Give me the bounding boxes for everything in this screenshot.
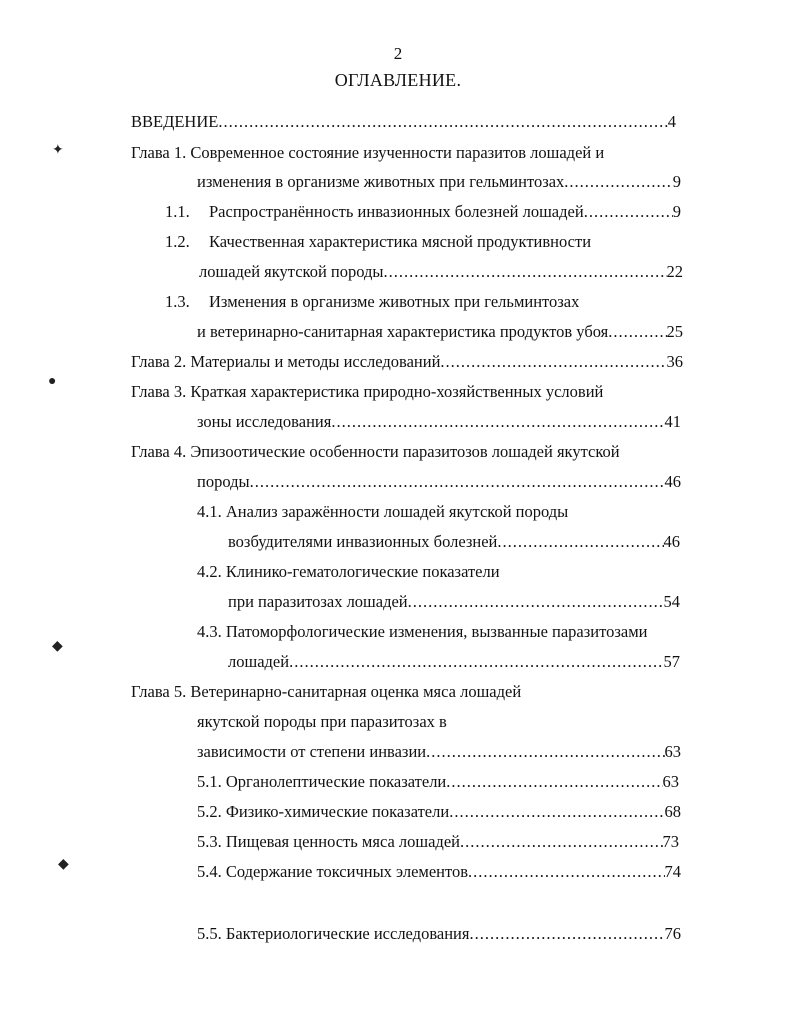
toc-entry-chapter-1-cont: изменения в организме животных при гельминтозах ..... 9	[197, 171, 681, 193]
page-title: ОГЛАВЛЕНИЕ.	[334, 70, 462, 90]
scan-speck: ✦	[52, 143, 64, 158]
toc-entry-4-1: 4.1. Анализ заражённости лошадей якутской породы	[197, 502, 569, 521]
scan-speck: ●	[48, 374, 57, 389]
scan-speck: ◆	[58, 857, 69, 872]
toc-entry-5-2: 5.2. Физико-химические показатели ..... 68	[197, 801, 681, 823]
toc-entry-1-3-cont: и ветеринарно-санитарная характеристика продуктов убоя ..... 25	[197, 321, 683, 343]
toc-entry-1-2: 1.2. Качественная характеристика мясной продуктивности	[165, 232, 592, 251]
toc-entry-5-3: 5.3. Пищевая ценность мяса лошадей ..... 73	[197, 831, 679, 853]
toc-entry-chapter-4-cont: породы ..... 46	[197, 471, 681, 493]
page-number: 2	[393, 44, 403, 63]
toc-entry-5-4: 5.4. Содержание токсичных элементов ..... 74	[197, 861, 681, 883]
toc-entry-chapter-1: Глава 1. Современное состояние изученности паразитов лошадей и	[131, 143, 605, 162]
toc-entry-chapter-5-cont-1: якутской породы при паразитозах в	[197, 712, 447, 731]
toc-entry-introduction: ВВЕДЕНИЕ ..... 4	[131, 111, 676, 133]
toc-entry-chapter-2: Глава 2. Материалы и методы исследований ..... 36	[131, 351, 683, 373]
toc-entry-chapter-4: Глава 4. Эпизоотические особенности паразитозов лошадей якутской	[131, 442, 620, 461]
scan-speck: ◆	[52, 639, 63, 654]
toc-entry-4-1-cont: возбудителями инвазионных болезней ..... 46	[228, 531, 680, 553]
toc-entry-4-3: 4.3. Патоморфологические изменения, вызванные паразитозами	[197, 622, 648, 641]
toc-entry-chapter-3-cont: зоны исследования ..... 41	[197, 411, 681, 433]
toc-entry-1-2-cont: лошадей якутской породы ..... 22	[199, 261, 683, 283]
toc-entry-1-3: 1.3. Изменения в организме животных при гельминтозах	[165, 292, 580, 311]
toc-entry-5-5: 5.5. Бактериологические исследования ..... 76	[197, 923, 681, 945]
toc-entry-chapter-5: Глава 5. Ветеринарно-санитарная оценка мяса лошадей	[131, 682, 522, 701]
toc-entry-chapter-3: Глава 3. Краткая характеристика природно-хозяйственных условий	[131, 382, 604, 401]
toc-entry-5-1: 5.1. Органолептические показатели ..... 63	[197, 771, 679, 793]
toc-entry-4-3-cont: лошадей ..... 57	[228, 651, 680, 673]
toc-entry-4-2: 4.2. Клинико-гематологические показатели	[197, 562, 500, 581]
toc-entry-chapter-5-cont-2: зависимости от степени инвазии ..... 63	[197, 741, 681, 763]
toc-entry-4-2-cont: при паразитозах лошадей ..... 54	[228, 591, 680, 613]
toc-entry-1-1: 1.1. Распространённость инвазионных болезней лошадей ..... 9	[165, 201, 681, 223]
